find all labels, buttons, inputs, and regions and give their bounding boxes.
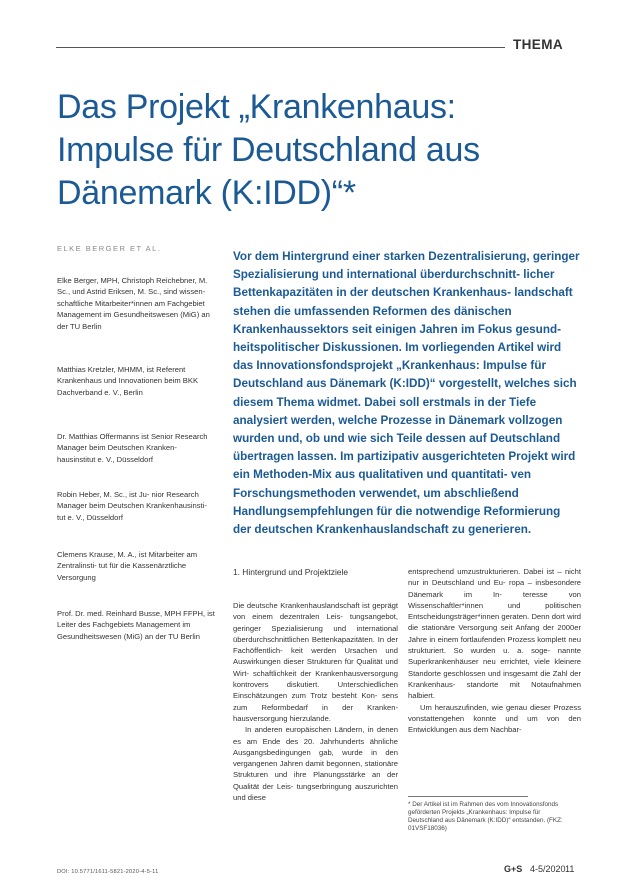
affiliation: Matthias Kretzler, MHMM, ist Referent Krankenhaus und Innovationen beim BKK Dachverband e. V., Berlin — [57, 365, 199, 397]
section-label: THEMA — [513, 37, 563, 52]
issue-number: 4-5/2020 — [530, 864, 566, 874]
page-number: 11 — [565, 864, 575, 874]
header-rule — [56, 47, 505, 48]
paragraph: Um herauszufinden, wie genau dieser Prozess vonstattengehen konnte und um von den Entwicklungen aus dem Nachbar- — [408, 702, 581, 735]
paragraph: entsprechend umzustrukturieren. Dabei ist – nicht nur in Deutschland und Eu- ropa – insbesondere Dänemark im In- teresse von Wissenschaftler*innen und politischen Entscheidungsträger*innen geraten. Denn dort wird die stationäre Versorgung seit Anfang der 2000er Jahre in einem fortlaufenden Prozess komplett neu strukturiert. So wurden u. a. soge- nannte Superkrankenhäuser neu errichtet, viele kleinere Standorte geschlossen und insgesamt die Zahl der Krankenhaus- standorte mit Notaufnahmen halbiert. — [408, 567, 581, 701]
affiliation: Dr. Matthias Offermanns ist Senior Research Manager beim Deutschen Kranken- hausinstitut e. V., Düsseldorf — [57, 432, 208, 464]
section-heading: 1. Hintergrund und Projektziele — [233, 567, 348, 577]
affiliation: Clemens Krause, M. A., ist Mitarbeiter am Zentralinsti- tut für die Kassenärztliche Versorgung — [57, 550, 198, 582]
body-column-left — [233, 600, 398, 803]
body-column-right — [408, 566, 581, 735]
author-line: ELKE BERGER ET AL. — [57, 244, 162, 253]
footnote-rule — [408, 796, 528, 797]
abstract: Vor dem Hintergrund einer starken Dezentralisierung, geringer Spezialisierung und international überdurchschnitt- licher Bettenkapazitäten in der deutschen Krankenhaus- landschaft stehen die umfassenden Reformen des dänischen Krankenhaussektors seit einigen Jahren im Fokus gesund- heitspolitischer Diskussionen. Im vorliegenden Artikel wird das Innovationsfondsprojekt „Krankenhaus: Impulse für Deutschland aus Dänemark (K:IDD)“ vorgestellt, welches sich diesem Thema widmet. Dabei soll erstmals in der Tiefe analysiert werden, welche Prozesse in Dänemark vollzogen wurden und, ob und wie sich Teile dessen auf Deutschland übertragen lassen. Im partizipativ ausgerichteten Projekt wird ein Methoden-Mix aus qualitativen und quantitati- ven Forschungsmethoden verwendet, um abschließend Handlungsempfehlungen für die notwendige Reformierung der deutschen Krankenhauslandschaft zu generieren. — [233, 250, 580, 537]
paragraph: Die deutsche Krankenhauslandschaft ist geprägt von einem dezentralen Leis- tungsangebot, geringer Spezialisierung und international überdurchschnittlichen Bettenkapazitäten. In der Fachöffentlich- keit werden Ursachen und Auswirkungen dieser Strukturen für Qualität und Wirt- schaftlichkeit der Krankenhausversorgung kontrovers diskutiert. Unterschiedlichen Einschätzungen zum Trotz besteht Kon- sens zum Reformbedarf in der Kranken- hausversorgung hierzulande. — [233, 601, 398, 723]
doi: DOI: 10.5771/1611-5821-2020-4-5-11 — [57, 869, 159, 875]
affiliation: Elke Berger, MPH, Christoph Reichebner, M. Sc., und Astrid Eriksen, M. Sc., sind wissen- schaftliche Mitarbeiter*innen am Fachgebiet Management im Gesundheitswesen (MiG) an der TU Berlin — [57, 276, 210, 331]
affiliation: Prof. Dr. med. Reinhard Busse, MPH FFPH, ist Leiter des Fachgebiets Management im Gesundheitswesen (MiG) an der TU Berlin — [57, 609, 215, 641]
paragraph: In anderen europäischen Ländern, in denen es am Ende des 20. Jahrhunderts ähnliche Ausgangsbedingungen gab, wurde in den vergangenen Jahren damit begonnen, stationäre Strukturen und ihre Planungsstärke an der Qualität der Leis- tungserbringung auszurichten und diese — [233, 725, 398, 803]
journal-logo: G+S — [504, 864, 523, 874]
footnote: * Der Artikel ist im Rahmen des vom Innovationsfonds geförderten Projekts „Krankenhaus: Impulse für Deutschland aus Dänemark (K:IDD)“ entstanden. (FKZ: 01VSF18036) — [408, 801, 563, 832]
affiliation: Robin Heber, M. Sc., ist Ju- nior Research Manager beim Deutschen Krankenhausinsti- tut e. V., Düsseldorf — [57, 490, 207, 522]
article-title: Das Projekt „Krankenhaus: Impulse für Deutschland aus Dänemark (K:IDD)“* — [57, 88, 480, 212]
